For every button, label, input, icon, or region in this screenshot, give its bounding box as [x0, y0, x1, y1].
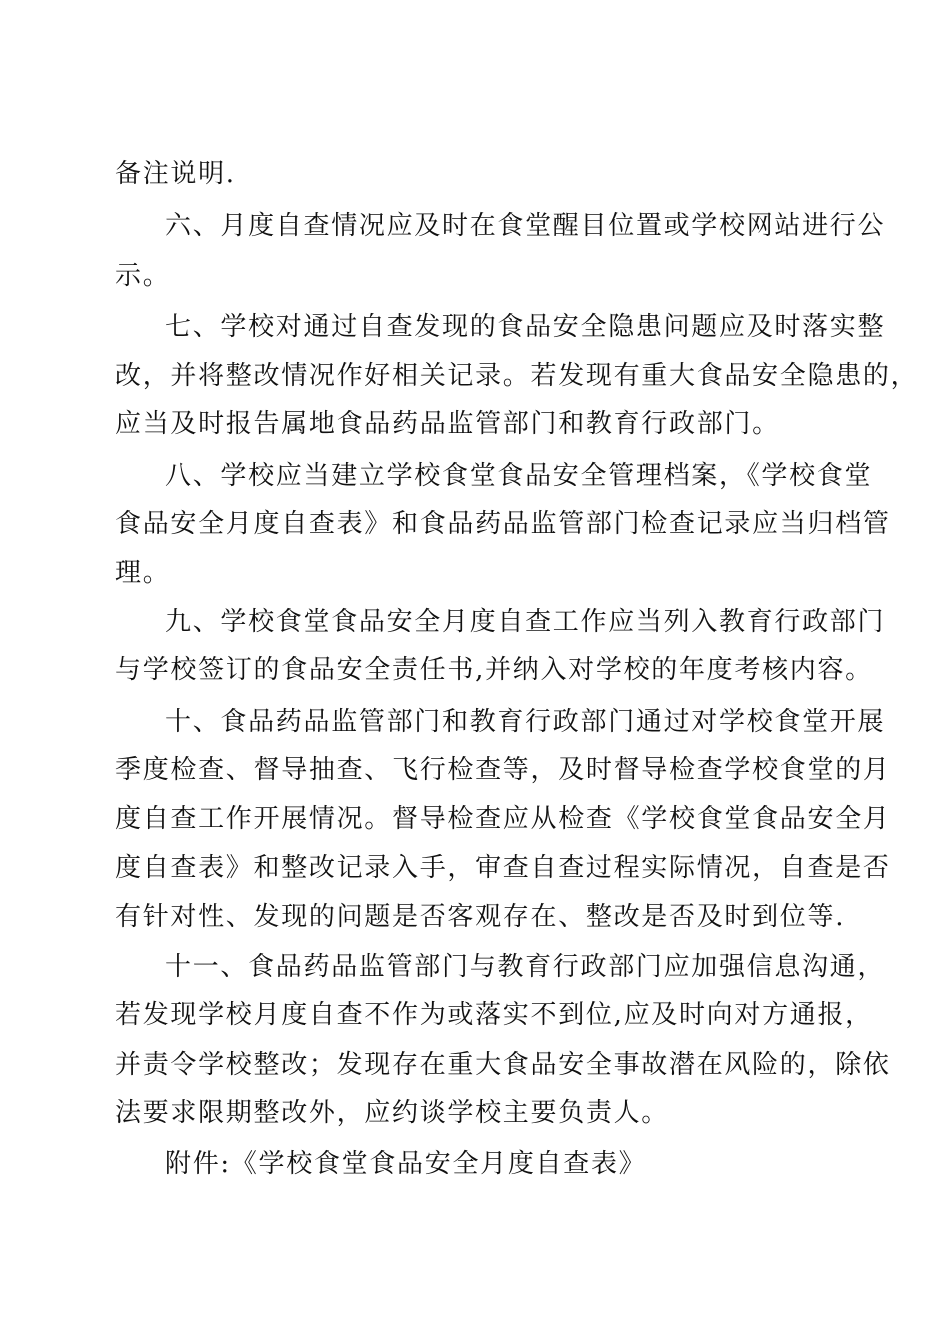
paragraph-9-line-2: 与学校签订的食品安全责任书,并纳入对学校的年度考核内容。 — [115, 655, 873, 685]
paragraph-6-line-2: 示。 — [115, 261, 171, 291]
paragraph-8-line-2: 食品安全月度自查表》和食品药品监管部门检查记录应当归档管 — [115, 509, 891, 539]
paragraph-9-line-1: 九、学校食堂食品安全月度自查工作应当列入教育行政部门 — [165, 607, 886, 637]
paragraph-11-line-4: 法要求限期整改外，应约谈学校主要负责人。 — [115, 1098, 670, 1128]
paragraph-11-line-1: 十一、食品药品监管部门与教育行政部门应加强信息沟通， — [165, 952, 886, 982]
paragraph-10-line-3: 度自查工作开展情况。督导检查应从检查《学校食堂食品安全月 — [115, 804, 891, 834]
paragraph-7-line-1: 七、学校对通过自查发现的食品安全隐患问题应及时落实整 — [165, 312, 886, 342]
paragraph-10-line-5: 有针对性、发现的问题是否客观存在、整改是否及时到位等. — [115, 902, 846, 932]
paragraph-10-line-4: 度自查表》和整改记录入手，审查自查过程实际情况，自查是否 — [115, 853, 891, 883]
text-line-continuation: 备注说明. — [115, 159, 236, 189]
paragraph-8-line-1: 八、学校应当建立学校食堂食品安全管理档案，《学校食堂 — [165, 461, 873, 491]
paragraph-10-line-1: 十、食品药品监管部门和教育行政部门通过对学校食堂开展 — [165, 707, 886, 737]
paragraph-8-line-3: 理。 — [115, 558, 171, 588]
attachment-line: 附件:《学校食堂食品安全月度自查表》 — [165, 1149, 647, 1179]
paragraph-11-line-3: 并责令学校整改；发现存在重大食品安全事故潜在风险的，除依 — [115, 1050, 891, 1080]
paragraph-11-line-2: 若发现学校月度自查不作为或落实不到位,应及时向对方通报， — [115, 1000, 873, 1030]
paragraph-7-line-3: 应当及时报告属地食品药品监管部门和教育行政部门。 — [115, 409, 780, 439]
paragraph-10-line-2: 季度检查、督导抽查、飞行检查等，及时督导检查学校食堂的月 — [115, 755, 891, 785]
paragraph-6-line-1: 六、月度自查情况应及时在食堂醒目位置或学校网站进行公 — [165, 211, 886, 241]
paragraph-7-line-2: 改，并将整改情况作好相关记录。若发现有重大食品安全隐患的， — [115, 361, 919, 391]
